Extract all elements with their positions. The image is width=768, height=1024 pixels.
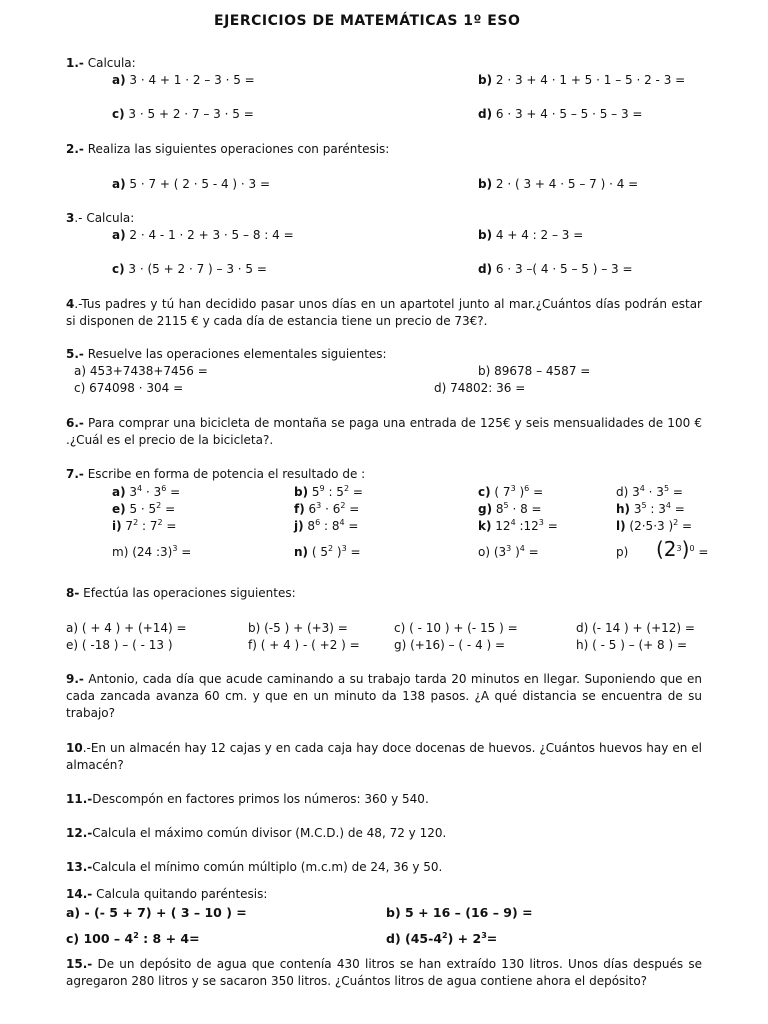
exercise-8f: f) ( + 4 ) - ( +2 ) = [248, 638, 360, 652]
exercise-7k: k) $12^4$ $:12^3$ = [478, 518, 558, 533]
exercise-5a: a) 453+7438+7456 = [74, 364, 208, 378]
exercise-7g: g) $8^5 \cdot 8$ = [478, 501, 542, 516]
exercise-3a: a) 2 · 4 - 1 · 2 + 3 · 5 – 8 : 4 = [112, 228, 294, 242]
exercise-8b: b) (-5 ) + (+3) = [248, 621, 348, 635]
exercise-3c: c) 3 · (5 + 2 · 7 ) – 3 · 5 = [112, 262, 267, 276]
exercise-1b: b) 2 · 3 + 4 · 1 + 5 · 1 – 5 · 2 - 3 = [478, 73, 686, 87]
exercise-3d: d) 6 · 3 –( 4 · 5 – 5 ) – 3 = [478, 262, 633, 276]
exercise-10: 10.-En un almacén hay 12 cajas y en cada caja hay doce docenas de huevos. ¿Cuántos huevos hay en el almacén? [66, 741, 702, 772]
exercise-8e: e) ( -18 ) – ( - 13 ) [66, 638, 173, 652]
exercise-3b: b) 4 + 4 : 2 – 3 = [478, 228, 584, 242]
exercise-2b: b) 2 · ( 3 + 4 · 5 – 7 ) · 4 = [478, 177, 639, 191]
exercise-8c: c) ( - 10 ) + (- 15 ) = [394, 621, 518, 635]
exercise-1a: a) 3 · 4 + 1 · 2 – 3 · 5 = [112, 73, 255, 87]
exercise-7o: o) ($3^3$ )$^4$ = [478, 544, 539, 559]
exercise-13: 13.-Calcula el mínimo común múltiplo (m.c.m) de 24, 36 y 50. [66, 860, 443, 874]
exercise-15: 15.- De un depósito de agua que contenía 430 litros se han extraído 130 litros. Unos días después se agregaron 280 litros y se sacaron 350 litros. ¿Cuántos litros de agua contiene ahora el depósito? [66, 957, 702, 988]
exercise-5b: b) 89678 – 4587 = [478, 364, 591, 378]
exercise-7l: l) (2·5·3 )$^2$ = [616, 518, 693, 533]
exercise-9: 9.- Antonio, cada día que acude caminando a su trabajo tarda 20 minutos en llegar. Suponiendo que en cada zancada avanza 60 cm. y que en un minuto da 138 pasos. ¿A qué distancia se encuentra de su trabajo? [66, 672, 702, 720]
exercise-7m: m) (24 :3)$^3$ = [112, 544, 192, 559]
exercise-8a: a) ( + 4 ) + (+14) = [66, 621, 187, 635]
exercise-2-heading: 2.- Realiza las siguientes operaciones con paréntesis: [66, 142, 390, 156]
exercise-1c: c) 3 · 5 + 2 · 7 – 3 · 5 = [112, 107, 254, 121]
exercise-14-heading: 14.- Calcula quitando paréntesis: [66, 887, 268, 901]
exercise-5c: c) 674098 · 304 = [74, 381, 184, 395]
exercise-7i: i) $7^2$ : $7^2$ = [112, 518, 177, 533]
exercise-2a: a) 5 · 7 + ( 2 · 5 - 4 ) · 3 = [112, 177, 271, 191]
exercise-7n: n) ( $5^2$ )$^3$ = [294, 544, 361, 559]
exercise-7f: f) $6^3 \cdot 6^2$ = [294, 501, 360, 516]
exercise-6: 6.- Para comprar una bicicleta de montaña se paga una entrada de 125€ y seis mensualidades de 100 € .¿Cuál es el precio de la bicicleta?. [66, 416, 702, 447]
exercise-7c: c) ( $7^3$ )$^6$ = [478, 484, 544, 499]
exercise-4: 4.-Tus padres y tú han decidido pasar unos días en un apartotel junto al mar.¿Cuántos días podrán estar si disponen de 2115 € y cada día de estancia tiene un precio de 73€?. [66, 297, 702, 328]
exercise-7p: $(2^3)^0$ = [656, 537, 709, 561]
exercise-3-heading: 3.- Calcula: [66, 211, 135, 225]
exercise-7h: h) $3^5$ : $3^4$ = [616, 501, 685, 516]
exercise-14a: a) - (- 5 + 7) + ( 3 – 10 ) = [66, 905, 247, 920]
exercise-7e: e) $5 \cdot 5^2$ = [112, 501, 176, 516]
exercise-14b: b) 5 + 16 – (16 – 9) = [386, 905, 533, 920]
exercise-1-heading: 1.- Calcula: [66, 56, 136, 70]
exercise-11: 11.-Descompón en factores primos los números: 360 y 540. [66, 792, 429, 806]
exercise-12: 12.-Calcula el máximo común divisor (M.C.D.) de 48, 72 y 120. [66, 826, 447, 840]
exercise-8d: d) (- 14 ) + (+12) = [576, 621, 695, 635]
exercise-7j: j) $8^6$ : $8^4$ = [294, 518, 359, 533]
exercise-14c: c) $100 - 4^2$ : 8 + 4= [66, 930, 200, 946]
exercise-8g: g) (+16) – ( - 4 ) = [394, 638, 506, 652]
exercise-14d: d) $(45-4^2) + 2^3=$ [386, 930, 498, 946]
exercise-1d: d) 6 · 3 + 4 · 5 – 5 · 5 – 3 = [478, 107, 643, 121]
exercise-8h: h) ( - 5 ) – (+ 8 ) = [576, 638, 688, 652]
exercise-7p-label: p) [616, 545, 629, 559]
exercise-7d: d) $3^4 \cdot 3^5$ = [616, 484, 683, 499]
exercise-8-heading: 8- Efectúa las operaciones siguientes: [66, 586, 296, 600]
exercise-7b: b) $5^9$ : $5^2$ = [294, 484, 363, 499]
exercise-7a: a) $3^4 \cdot 3^6$ = [112, 484, 181, 499]
exercise-5-heading: 5.- Resuelve las operaciones elementales siguientes: [66, 347, 387, 361]
page-title: EJERCICIOS DE MATEMÁTICAS 1º ESO [214, 13, 521, 29]
exercise-5d: d) 74802: 36 = [434, 381, 526, 395]
exercise-7-heading: 7.- Escribe en forma de potencia el resultado de : [66, 467, 366, 481]
